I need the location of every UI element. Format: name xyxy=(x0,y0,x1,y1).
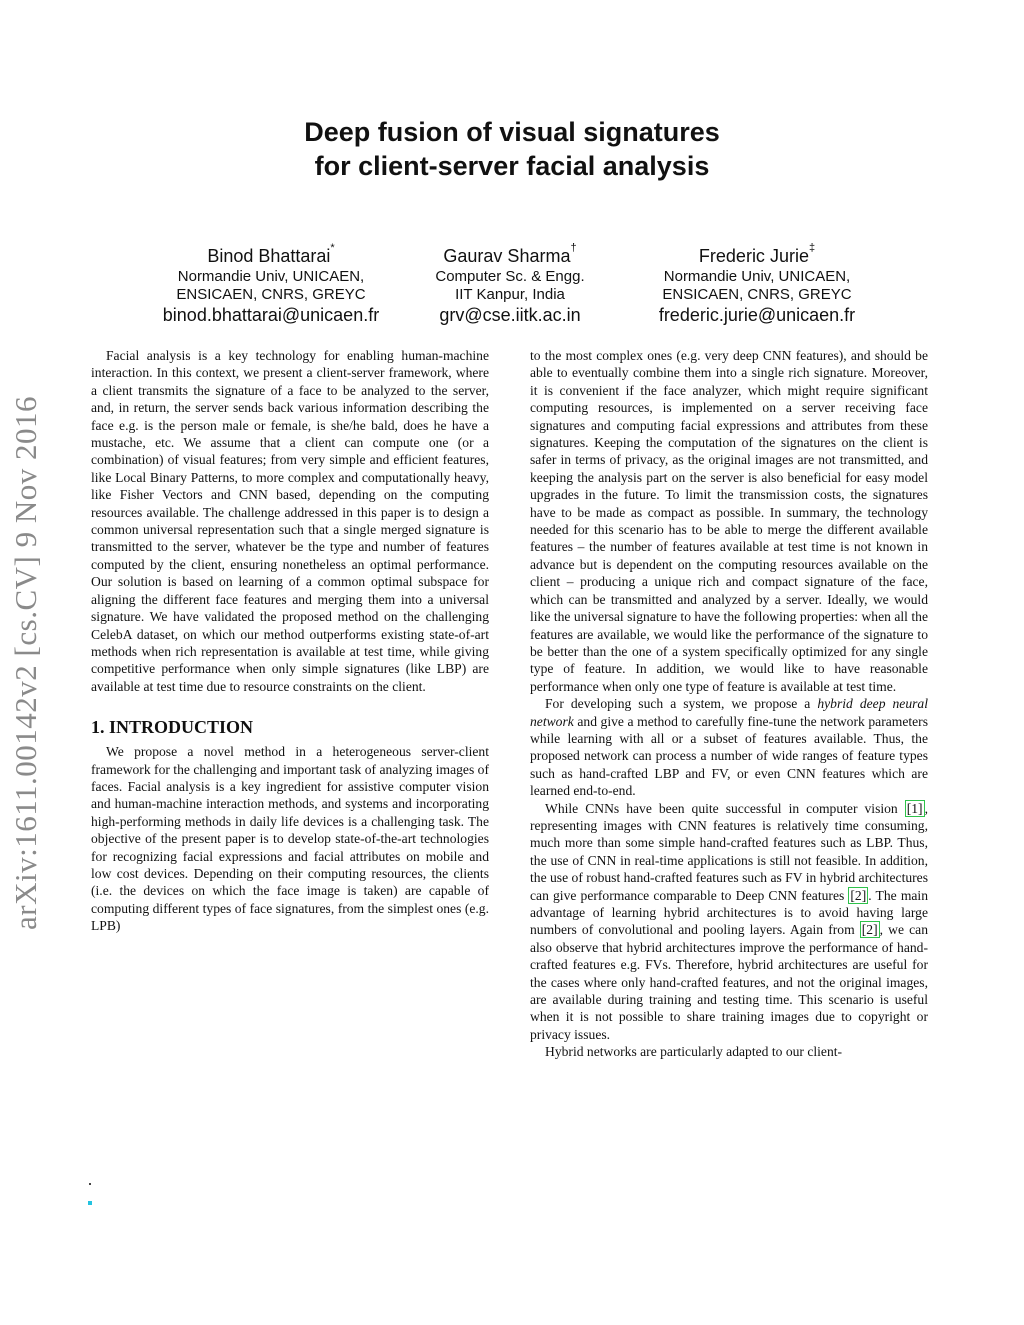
body-paragraph: For developing such a system, we propose a hybrid deep neural network and give a method to carefully fine-tune the network parameters while learning with all or a subset of features available. Thus, the proposed network can process a number of wide ranges of feature types such as hand-crafted LBP and FV, or even CNN features which are learned end-to-end. xyxy=(530,696,928,799)
emphasis-hybrid-deep-neural-network: hybrid deep neural network xyxy=(530,696,928,729)
author-block xyxy=(627,240,887,326)
footnote-dot xyxy=(89,1183,91,1185)
title-line: Deep fusion of visual signatures xyxy=(304,117,720,147)
author-name: Frederic Jurie‡ xyxy=(698,242,816,266)
author-email: binod.bhattarai@unicaen.fr xyxy=(162,305,380,325)
section-heading-introduction: 1. INTRODUCTION xyxy=(91,717,254,738)
body-paragraph: to the most complex ones (e.g. very deep CNN features), and should be able to eventually combine them into a single rich signature. Moreover, it is convenient if the face analyzer, which might require significant computing resources, is implemented on a server receiving face signatures and computing facial expressions and attributes from these signatures. Keeping the computation of the signatures on the client is safer in terms of privacy, as the original images are not transmitted, and keeping the analysis part on the server is also beneficial for easy model upgrades in the future. To limit the transmission costs, the signatures have to be made as compact as possible. In summary, the technology needed for this scenario has to be able to merge the different available features – the number of features available at test time is not known in advance but is dependent on the computing resources available on the client – producing a unique rich and compact signature of the face, which can be transmitted and analyzed by a server. Ideally, we would like the universal signature to have the following properties: when all the features are available, we would like the performance of the signature to be better than the one of a system specifically optimized for any single type of feature. In addition, we would like to have reasonable performance when only one type of feature is available at test time. xyxy=(530,348,928,694)
author-email: frederic.jurie@unicaen.fr xyxy=(658,305,856,325)
author-affiliation: ENSICAEN, CNRS, GREYC xyxy=(662,286,852,303)
title-line: for client-server facial analysis xyxy=(314,151,710,181)
author-footnote-mark: ‡ xyxy=(808,242,816,254)
citation-link[interactable]: [1] xyxy=(906,800,923,816)
author-affiliation: IIT Kanpur, India xyxy=(455,286,565,303)
citation-link[interactable]: [2] xyxy=(850,887,867,903)
author-name: Gaurav Sharma† xyxy=(443,242,577,266)
author-email: grv@cse.iitk.ac.in xyxy=(439,305,581,325)
paper-title xyxy=(0,115,1024,183)
intro-paragraph: We propose a novel method in a heterogeneous server-client framework for the challenging and important task of analyzing images of faces. Facial analysis is a key ingredient for assistive computer vision and human-machine interaction methods, and systems and incorporating high-performing methods in daily life devices is a challenging task. The objective of the present paper is to develop state-of-the-art technologies for recognizing facial expressions and facial attributes on mobile and low cost devices. Depending on their computing resources, the clients (i.e. the devices on which the face image is taken) are capable of computing different types of face signatures, from the simplest ones (e.g. LPB) xyxy=(91,744,489,934)
author-block xyxy=(395,240,625,326)
author-block xyxy=(141,240,401,326)
cyan-marker xyxy=(88,1201,92,1205)
citation-link[interactable]: [2] xyxy=(861,922,878,938)
abstract-paragraph: Facial analysis is a key technology for enabling human-machine interaction. In this context, we present a client-server framework, where a client transmits the signature of a face to be analyzed to the server, and, in return, the server sends back various information describing the face e.g. is the person male or female, is she/he bald, does he have a mustache, etc. We assume that a client can compute one (or a combination) of visual features; from very simple and efficient features, like Local Binary Patterns, to more complex and computationally heavy, like Fisher Vectors and CNN based, depending on the computing resources available. The challenge addressed in this paper is to design a common universal representation such that a single merged signature is transmitted to the server, whatever be the type and number of features computed by the client, ensuring nonetheless an optimal performance. Our solution is based on learning of a common optimal subspace for aligning the different face features and merging them into a universal signature. We have validated the proposed method on the challenging CelebA dataset, on which our method outperforms existing state-of-art methods when rich representation is available at test time, while giving competitive performance when only simple signatures (like LBP) are available at test time due to resource constraints on the client. xyxy=(91,348,489,694)
author-affiliation: Normandie Univ, UNICAEN, xyxy=(177,268,365,285)
author-affiliation: Computer Sc. & Engg. xyxy=(435,268,585,285)
author-affiliation: ENSICAEN, CNRS, GREYC xyxy=(176,286,366,303)
right-column xyxy=(530,347,928,1061)
author-affiliation: Normandie Univ, UNICAEN, xyxy=(663,268,851,285)
author-footnote-mark: * xyxy=(330,242,335,254)
author-footnote-mark: † xyxy=(570,242,577,254)
left-column xyxy=(91,347,489,935)
body-paragraph: While CNNs have been quite successful in computer vision [1] , representing images with CNN features is relatively time consuming, much more than some simple hand-crafted features such as LBP. Thus, the use of CNN in real-time applications is still not feasible. In addition, the use of robust hand-crafted features such as FV in hybrid architectures can give performance comparable to Deep CNN features [2] . The main advantage of learning hybrid architectures is to avoid having large numbers of convolutional and pooling layers. Again from [2] , we can also observe that hybrid architectures improve the performance of hand-crafted features e.g. FVs. Therefore, hybrid architectures are useful for the cases where only hand-crafted features, and not the original images, are available during training and testing time. This scenario is useful when it is not possible to share training images due to copyright or privacy issues. xyxy=(530,800,929,1042)
arxiv-identifier: arXiv:1611.00142v2 [cs.CV] 9 Nov 2016 xyxy=(8,396,43,930)
author-name: Binod Bhattarai* xyxy=(207,242,335,266)
body-paragraph: Hybrid networks are particularly adapted to our client- xyxy=(545,1044,843,1060)
